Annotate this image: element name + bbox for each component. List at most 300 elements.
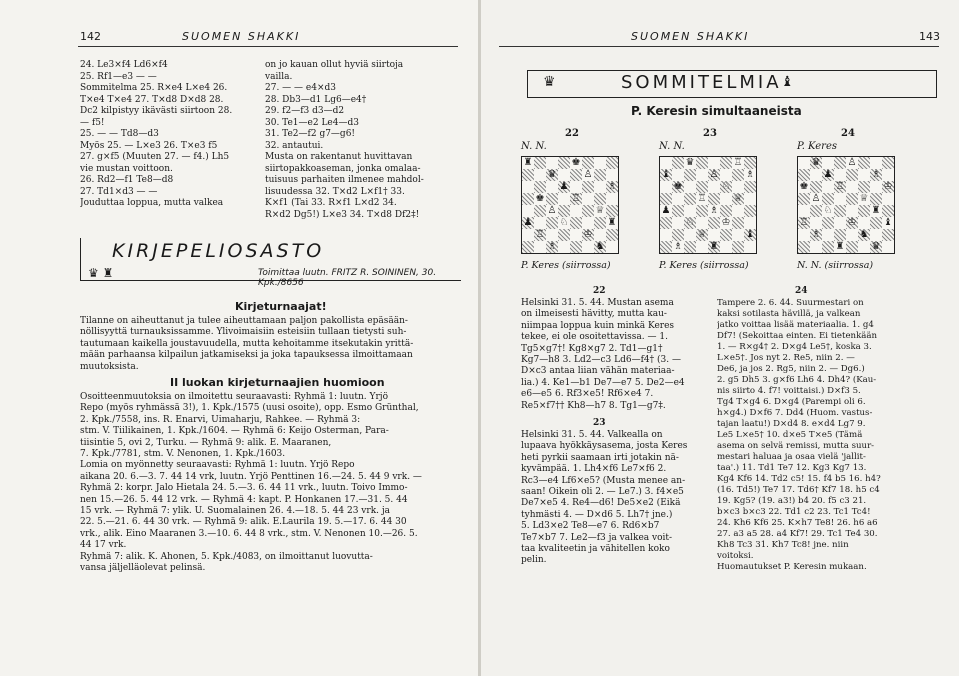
text-line: tekee, ei ole osoitettavissa. — 1.	[521, 332, 668, 343]
board-square: ♗	[673, 241, 683, 252]
text-line: Tg5×g7†! Kg8×g7 2. Td1—g1†	[521, 343, 663, 354]
board-square	[570, 229, 582, 241]
text-line: 24. Le3×f4 Ld6×f4	[80, 60, 168, 70]
board-square	[606, 157, 618, 169]
text-line: 25. — — Td8—d3	[80, 129, 159, 139]
board-square	[696, 205, 708, 217]
board-square	[744, 217, 756, 229]
board-square	[696, 241, 708, 253]
board-square	[744, 193, 756, 205]
board-square: ♖	[535, 229, 545, 240]
board-square	[660, 217, 672, 229]
board-square	[798, 193, 810, 205]
board-square	[582, 181, 594, 193]
text-line: 27. — — e4×d3	[265, 83, 336, 93]
board-square	[810, 217, 822, 229]
board-square	[882, 205, 894, 217]
board-square: ♛	[811, 157, 821, 168]
text-line: nis siirto 4. f7! voittaisi.) D×f3 5.	[717, 386, 861, 396]
text-line: 2. g5 Dh5 3. g×f6 Lh6 4. Dh4? (Kau-	[717, 375, 877, 385]
board-square	[684, 205, 696, 217]
header-rule-right	[499, 46, 939, 47]
board-square: ♜	[871, 205, 881, 216]
text-line: taa'.) 11. Td1 Te7 12. Kg3 Kg7 13.	[717, 463, 867, 473]
board-square	[708, 193, 720, 205]
text-line: muutoksista.	[80, 361, 139, 372]
board-square	[858, 181, 870, 193]
section-banner: KIRJEPELIOSASTO	[112, 240, 325, 262]
sommitelmia-title: SOMMITELMIA	[621, 72, 782, 93]
board-square	[558, 193, 570, 205]
text-line: mestari haluaa ja osaa vielä 'jallit-	[717, 452, 866, 462]
board-square	[672, 169, 684, 181]
text-line: on jo kauan ollut hyviä siirtoja	[265, 60, 404, 70]
text-line: Tampere 2. 6. 44. Suurmestari on	[717, 298, 864, 308]
heading-kirjeturnaajat: Kirjeturnaajat!	[235, 300, 327, 313]
text-line: on ilmeisesti hävitty, mutta kau-	[521, 309, 667, 320]
board-square	[846, 169, 858, 181]
board-square: ♘	[721, 181, 731, 192]
board-square: ♛	[871, 241, 881, 252]
text-line: 5. Ld3×e2 Te8—e7 6. Rd6×b7	[521, 521, 660, 532]
board-square	[570, 169, 582, 181]
board-square	[660, 229, 672, 241]
board-square	[534, 205, 546, 217]
board-square: ♖	[571, 193, 581, 204]
game-23-text	[521, 430, 711, 567]
text-line: 29. f2—f3 d3—d2	[265, 106, 345, 116]
text-line: Kg7—h8 3. Ld2—c3 Ld6—f4† (3. —	[521, 355, 681, 366]
board-square: ♟	[523, 217, 533, 228]
board-square: ♜	[709, 241, 719, 252]
board-square: ♟	[559, 181, 569, 192]
queen-icon: ♛	[543, 74, 556, 90]
board-square	[720, 229, 732, 241]
text-line: Repo (myös ryhmässä 3!), 1. Kpk./1575 (uusi osoite), opp. Esmo Grünthal,	[80, 403, 419, 414]
board-square	[558, 205, 570, 217]
board-square	[834, 193, 846, 205]
text-line: Huomautukset P. Keresin mukaan.	[717, 562, 867, 572]
text-line: Kh8 Tc3 31. Kh7 Tc8! jne. niin	[717, 540, 849, 550]
board-square	[672, 193, 684, 205]
board-square	[672, 217, 684, 229]
text-line: Jouduttaa loppua, mutta valkea	[80, 198, 224, 208]
board-square: ♔	[883, 181, 893, 192]
board-square	[582, 157, 594, 169]
text-line: kaksi sotilasta hävillä, ja valkean	[717, 309, 861, 319]
board-square: ♕	[733, 193, 743, 204]
text-line: 24. Kh6 Kf6 25. K×h7 Te8! 26. h6 a6	[717, 518, 878, 528]
text-line: 7. Kpk./7781, stm. V. Nenonen, 1. Kpk./1603.	[80, 449, 286, 460]
board-square	[858, 241, 870, 253]
board-square	[732, 229, 744, 241]
board-square	[660, 193, 672, 205]
board-square	[696, 157, 708, 169]
text-line: tiisintie 5, ovi 2, Turku. — Ryhmä 9: alik. E. Maaranen,	[80, 437, 332, 448]
board-square	[684, 193, 696, 205]
board-square: ♛	[547, 169, 557, 180]
game-number-23: 23	[593, 418, 606, 428]
board-square	[534, 217, 546, 229]
text-line: 28. Db3—d1 Lg6—e4†	[265, 94, 367, 105]
text-line: — f5!	[80, 117, 105, 128]
board-square	[522, 181, 534, 193]
board-square: ♜	[835, 241, 845, 252]
board-square	[882, 241, 894, 253]
board-square	[720, 157, 732, 169]
board-square	[558, 229, 570, 241]
board-square	[594, 217, 606, 229]
running-head-right: SUOMEN SHAKKI	[631, 30, 750, 43]
text-line: 32. antautui.	[265, 140, 324, 151]
text-line: nöllisyyttä turnauksissamme. Ylivoimaisiin esteisiin tullaan tietysti suh-	[80, 327, 407, 338]
board-square	[882, 193, 894, 205]
text-line: heti pyrkii saamaan irti jotakin nä-	[521, 452, 679, 463]
text-line: Te7×b7 7. Le2—f3 ja valkea voit-	[521, 532, 673, 543]
board-square	[720, 205, 732, 217]
board-square	[708, 217, 720, 229]
text-line: pelin.	[521, 555, 547, 566]
board-square	[732, 217, 744, 229]
board-square	[732, 205, 744, 217]
right-page	[481, 0, 959, 676]
board-square	[672, 157, 684, 169]
text-line: tajan laatu!) D×d4 8. e×d4 Lg7 9.	[717, 419, 866, 429]
board-square: ♘	[823, 205, 833, 216]
text-line: siirtopakkoaseman, jonka omalaa-	[265, 163, 421, 174]
board-square: ♙	[547, 205, 557, 216]
text-line: e6—e5 6. Rf3×e5! Rf6×e4 7.	[521, 389, 654, 400]
text-line: saan! Oikein oli 2. — Le7.) 3. f4×e5	[521, 487, 684, 498]
board-square	[822, 157, 834, 169]
board-square	[732, 181, 744, 193]
text-line: Helsinki 31. 5. 44. Valkealla on	[521, 430, 663, 440]
board-square: ♚	[535, 193, 545, 204]
text-line: Lomia on myönnetty seuraavasti: Ryhmä 1: luutn. Yrjö Repo	[80, 460, 355, 471]
board-square: ♗	[547, 241, 557, 252]
board-square	[882, 169, 894, 181]
text-line: taa kvaliteetin ja vähitellen koko	[521, 544, 670, 555]
text-line: Ryhmä 7: alik. K. Ahonen, 5. Kpk./4083, on ilmoittanut luovutta-	[80, 551, 373, 562]
board-square	[696, 217, 708, 229]
text-line: h×g4.) D×f6 7. Dd4 (Huom. vastus-	[717, 408, 873, 418]
board-square: ♕	[595, 205, 605, 216]
text-line: Ryhmä 2: korpr. Jalo Hietala 24. 5.—3. 6. 44 11 vrk., luutn. Toivo Immo-	[80, 483, 408, 494]
board-square	[696, 169, 708, 181]
text-line: nen 15.—26. 5. 44 12 vrk. — Ryhmä 4: kapt. P. Honkanen 17.—31. 5. 44	[80, 494, 408, 505]
left-page	[0, 0, 478, 676]
board-square: ♟	[661, 205, 671, 216]
chess-pieces-logo-icon: ♛ ♜	[88, 266, 114, 280]
text-line: b×c3 b×c3 22. Td1 c2 23. Tc1 Tc4!	[717, 507, 871, 517]
diagram-number: 23	[703, 128, 717, 139]
board-square	[606, 205, 618, 217]
diagram-number: 24	[841, 128, 855, 139]
board-square	[798, 169, 810, 181]
board-square	[582, 193, 594, 205]
board-square	[684, 181, 696, 193]
board-square	[732, 241, 744, 253]
chess-diagram	[521, 156, 619, 254]
text-line: vie mustan voittoon.	[80, 163, 173, 174]
text-line: Dc2 kilpistyy ikävästi siirtoon 28.	[80, 106, 233, 116]
board-square	[570, 205, 582, 217]
text-line: 31. Te2—f2 g7—g6!	[265, 129, 356, 139]
board-square	[546, 193, 558, 205]
text-line: Rc3—e4 Lf6×e5? (Musta menee an-	[521, 475, 686, 486]
board-square: ♙	[583, 169, 593, 180]
board-square	[822, 193, 834, 205]
board-square	[870, 181, 882, 193]
board-square: ♕	[859, 193, 869, 204]
board-square	[522, 205, 534, 217]
text-line: 1. — R×g4† 2. D×g4 Le5†, koska 3.	[717, 342, 872, 352]
text-line: kyvämpää. 1. Lh4×f6 Le7×f6 2.	[521, 464, 667, 475]
board-square: ♔	[847, 217, 857, 228]
board-square	[858, 217, 870, 229]
diagram-author: N. N.	[659, 141, 685, 152]
diagram-caption: N. N. (siirrossa)	[797, 260, 874, 271]
board-square: ♜	[523, 157, 533, 168]
board-square	[744, 181, 756, 193]
text-line: voitoksi.	[717, 551, 754, 561]
board-square	[870, 157, 882, 169]
board-square	[684, 229, 696, 241]
section-editor: Toimittaa luutn. FRITZ R. SOININEN, 30. Kpk./8656	[258, 268, 437, 288]
board-square	[744, 157, 756, 169]
board-square	[582, 217, 594, 229]
board-square: ♔	[721, 217, 731, 228]
board-square	[708, 181, 720, 193]
board-square	[870, 193, 882, 205]
board-square	[660, 157, 672, 169]
text-line: 27. a3 a5 28. a4 Kf7! 29. Tc1 Te4 30.	[717, 529, 878, 539]
board-square	[834, 157, 846, 169]
board-square	[870, 217, 882, 229]
board-square: ♖	[799, 217, 809, 228]
board-square	[846, 205, 858, 217]
board-square	[846, 181, 858, 193]
diagram-caption: P. Keres (siirrossa)	[659, 260, 749, 271]
board-square	[660, 181, 672, 193]
board-square	[558, 169, 570, 181]
text-line: 27. g×f5 (Muuten 27. — f4.) Lh5	[80, 152, 230, 162]
text-line: Kg4 Kf6 14. Td2 c5! 15. f4 b5 16. h4?	[717, 474, 881, 484]
board-square	[546, 229, 558, 241]
text-line: mään parhaansa kilpailun jatkamiseksi ja joka tapauksessa ilmoittamaan	[80, 350, 413, 361]
board-square	[846, 193, 858, 205]
text-line: aikana 20. 6.—3. 7. 44 14 vrk, luutn. Yrjö Penttinen 16.—24. 5. 44 9 vrk. —	[80, 471, 422, 482]
board-square: ♗	[871, 169, 881, 180]
board-square	[696, 181, 708, 193]
board-square	[522, 241, 534, 253]
board-square: ♞	[595, 241, 605, 252]
text-line: jatko voittaa lisää materiaalia. 1. g4	[717, 320, 874, 330]
board-square: ♙	[811, 193, 821, 204]
text-line: tyhmästi 4. — D×d6 5. Lh7† jne.)	[521, 509, 673, 520]
board-square	[858, 157, 870, 169]
board-square: ♟	[823, 169, 833, 180]
diagram-author: P. Keres	[797, 141, 838, 152]
board-square	[834, 229, 846, 241]
text-line: Myös 25. — L×e3 26. T×e3 f5	[80, 140, 218, 151]
board-square	[720, 241, 732, 253]
board-square	[744, 205, 756, 217]
board-square: ♖	[835, 181, 845, 192]
board-square: ♚	[799, 181, 809, 192]
text-line: Le5 L×e5† 10. d×e5 T×e5 (Tämä	[717, 430, 863, 440]
board-square	[720, 193, 732, 205]
board-square	[858, 205, 870, 217]
game-moves-column-b	[265, 60, 457, 221]
text-line: Tilanne on aiheuttanut ja tulee aiheuttamaan paljon pakollista epäsään-	[80, 316, 408, 326]
text-line: 27. Td1×d3 — —	[80, 186, 158, 197]
text-line: Osoitteenmuutoksia on ilmoitettu seuraavasti: Ryhmä 1: luutn. Yrjö	[80, 392, 388, 402]
board-square	[534, 157, 546, 169]
board-square	[810, 205, 822, 217]
text-line: lisuudessa 32. T×d2 L×f1† 33.	[265, 186, 405, 197]
board-square	[594, 229, 606, 241]
board-square	[882, 229, 894, 241]
header-rule-left	[78, 46, 458, 47]
board-square: ♖	[733, 157, 743, 168]
text-line: Re5×f7†† Kh8—h7 8. Tg1—g7‡.	[521, 400, 666, 411]
game-number-22: 22	[593, 286, 606, 296]
board-square	[522, 229, 534, 241]
board-square	[582, 241, 594, 253]
board-square	[798, 157, 810, 169]
board-square	[594, 157, 606, 169]
board-square: ♙	[709, 169, 719, 180]
board-square: ♘	[685, 217, 695, 228]
bishop-icon: ♝	[781, 74, 794, 90]
text-line: 22. 5.—21. 6. 44 30 vrk. — Ryhmä 9: alik. E.Laurila 19. 5.—17. 6. 44 30	[80, 517, 407, 528]
board-square	[882, 157, 894, 169]
board-square	[798, 241, 810, 253]
game-24-text	[717, 298, 937, 573]
board-square	[834, 205, 846, 217]
board-square	[606, 229, 618, 241]
board-square: ♜	[607, 217, 617, 228]
game-moves-column-a	[80, 60, 256, 210]
board-square	[834, 169, 846, 181]
page-number-left: 142	[80, 30, 101, 43]
text-line: (16. Td5!) Te7 17. Td6† Kf7 18. h5 c4	[717, 485, 880, 495]
board-square	[606, 241, 618, 253]
board-square	[570, 217, 582, 229]
text-line: vrk., alik. Eino Maaranen 3.—10. 6. 44 8 vrk., stm. V. Nenonen 10.—26. 5.	[80, 528, 418, 539]
text-line: niimpaa loppua kuin minkä Keres	[521, 320, 675, 331]
text-line: lia.) 4. Ke1—b1 De7—e7 5. De2—e4	[521, 377, 685, 388]
board-square	[858, 169, 870, 181]
text-line: 15 vrk. — Ryhmä 7: ylik. U. Suomalainen 26. 4.—18. 5. 44 23 vrk. ja	[80, 506, 391, 517]
text-line: 26. Rd2—f1 Te8—d8	[80, 175, 174, 185]
board-square: ♗	[745, 169, 755, 180]
board-square	[594, 181, 606, 193]
text-line: Sommitelma 25. R×e4 L×e4 26.	[80, 83, 228, 93]
board-square	[708, 229, 720, 241]
game-22-text	[521, 298, 711, 412]
board-square: ♚	[571, 157, 581, 168]
game-number-24: 24	[795, 286, 808, 296]
diagram-number: 22	[565, 128, 579, 139]
board-square	[546, 181, 558, 193]
board-square	[798, 205, 810, 217]
text-line: vailla.	[265, 71, 293, 82]
text-line: Tg4 T×g4 6. D×g4 (Parempi oli 6.	[717, 397, 866, 407]
board-square	[744, 241, 756, 253]
board-square	[822, 217, 834, 229]
board-square	[534, 169, 546, 181]
board-square	[822, 241, 834, 253]
board-square: ♗	[709, 205, 719, 216]
diagram-caption: P. Keres (siirrossa)	[521, 260, 611, 271]
board-square	[672, 229, 684, 241]
board-square	[582, 205, 594, 217]
text-line: Musta on rakentanut huvittavan	[265, 152, 413, 162]
text-line: D×c3 antaa liian vähän materiaa-	[521, 366, 675, 377]
board-square: ♛	[685, 157, 695, 168]
board-square	[810, 241, 822, 253]
board-square	[522, 169, 534, 181]
text-line: T×e4 T×e4 27. T×d8 D×d8 28.	[80, 94, 224, 105]
text-line: stm. V. Tiilikainen, 1. Kpk./1604. — Ryhmä 6: Keijo Österman, Para-	[80, 426, 389, 437]
board-square	[534, 241, 546, 253]
board-square	[546, 157, 558, 169]
text-line: R×d2 Dg5!) L×e3 34. T×d8 Df2‡!	[265, 209, 420, 220]
board-square: ♝	[745, 229, 755, 240]
board-square	[708, 157, 720, 169]
text-line: Df7! (Sekoittaa einten. Ei tietenkään	[717, 331, 878, 341]
board-square	[546, 217, 558, 229]
text-line: 30. Te1—e2 Le4—d3	[265, 117, 359, 128]
board-square	[606, 169, 618, 181]
running-head-left: SUOMEN SHAKKI	[182, 30, 301, 43]
board-square	[870, 229, 882, 241]
chess-diagram	[797, 156, 895, 254]
text-line: tautumaan kaikella joustavuudella, mutta kehoitamme itsekutakin yrittä-	[80, 338, 414, 349]
paragraph-intro	[80, 316, 460, 373]
board-square: ♘	[559, 217, 569, 228]
page-number-right: 143	[919, 30, 940, 43]
text-line: K×f1 (Tai 33. R×f1 L×d2 34.	[265, 198, 397, 208]
text-line: asema on selvä remissi, mutta suur-	[717, 441, 875, 451]
board-square: ♗	[607, 181, 617, 192]
text-line: tuisuus parhaiten ilmenee mahdol-	[265, 175, 424, 185]
board-square: ♕	[697, 229, 707, 240]
board-square	[522, 193, 534, 205]
board-square	[660, 241, 672, 253]
paragraph-announcements	[80, 392, 460, 575]
text-line: 2. Kpk./7558, ins. R. Enarvi, Uimaharju, Rahkee. — Ryhmä 3:	[80, 414, 361, 425]
heading-ii-luokka: II luokan kirjeturnaajien huomioon	[170, 376, 385, 389]
diagram-author: N. N.	[521, 141, 547, 152]
board-square: ♝	[661, 169, 671, 180]
board-square	[810, 181, 822, 193]
text-line: lupaava hyökkäysasema, josta Keres	[521, 441, 688, 452]
text-line: 19. Kg5? (19. a3!) b4 20. f5 c3 21.	[717, 496, 867, 506]
text-line: De6, ja jos 2. Rg5, niin 2. — Dg6.)	[717, 364, 865, 374]
board-square	[558, 241, 570, 253]
board-square: ♗	[811, 229, 821, 240]
board-square	[798, 229, 810, 241]
board-square	[834, 217, 846, 229]
board-square: ♙	[847, 157, 857, 168]
board-square	[846, 241, 858, 253]
board-square: ♞	[859, 229, 869, 240]
board-square	[822, 181, 834, 193]
chess-diagram	[659, 156, 757, 254]
